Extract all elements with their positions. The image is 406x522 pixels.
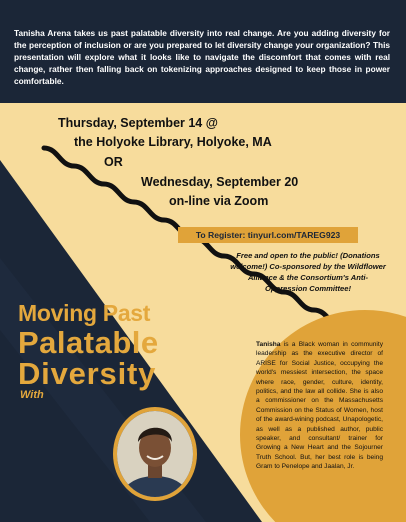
free-note-line-3: Alliance & the Consortium's Anti- <box>247 273 369 282</box>
intro-paragraph: Tanisha Arena takes us past palatable diversity into real change. Are you adding diversity for the perception of inclusion or are you prepared to let diversity change your organization? This presentation will explore what it looks like to navigate the discomfort that comes with real change, rather then falling back on tokenizing approaches designed to keep those in power comfortable. <box>14 28 390 86</box>
event-venue-2: on-line via Zoom <box>169 194 269 208</box>
free-note-line-1: Free and open to the public! (Donations <box>236 251 380 260</box>
speaker-bio <box>256 340 383 472</box>
title-line-1: Moving Past <box>18 300 151 326</box>
title-line-3: Diversity <box>18 356 157 391</box>
free-note-line-2: welcome!) Co-sponsored by the Wildflower <box>230 262 386 271</box>
event-or: OR <box>104 155 123 169</box>
event-venue-1: the Holyoke Library, Holyoke, MA <box>74 135 272 149</box>
register-link[interactable]: To Register: tinyurl.com/TAREG923 <box>178 227 358 243</box>
bio-name: Tanisha <box>256 341 281 348</box>
speaker-portrait <box>112 406 198 502</box>
bio-text: is a Black woman in community leadership as the executive director of ARISE for Social Justice, occupying the world's messiest intersection, the space where race, gender, culture, identity, politics, and the law all collide. She is also a commissioner on the Massachusetts Commission on the Status of Women, host of the award-wining podcast, Unapologetic, as well as a published author, public speaker, and consultant/ trainer for Growing a New Heart and the Sojourner Truth School. But, her best role is being Gram to Penelope and Jaalan, Jr. <box>256 341 383 471</box>
free-note-line-4: Oppression Committee! <box>264 284 352 293</box>
event-date-2: Wednesday, September 20 <box>141 175 299 189</box>
event-date-1: Thursday, September 14 @ <box>58 116 218 130</box>
free-admission-note <box>224 250 392 294</box>
title-line-2: Palatable <box>18 325 159 360</box>
title-with: With <box>20 389 44 401</box>
